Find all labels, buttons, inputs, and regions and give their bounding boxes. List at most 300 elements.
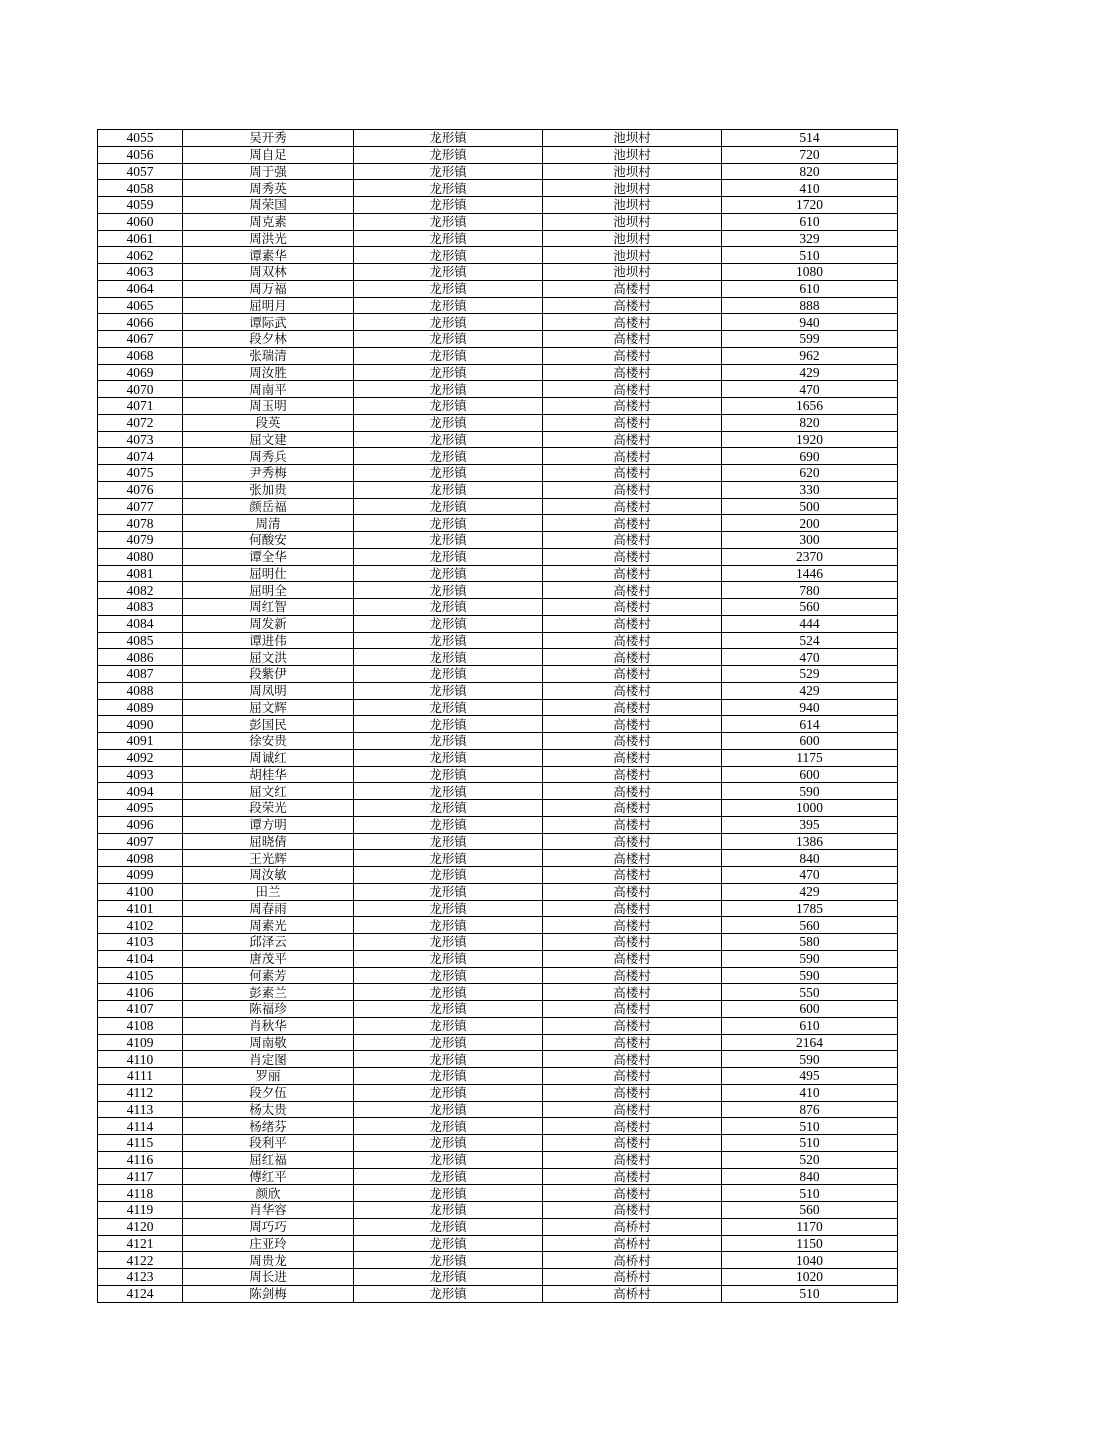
village-cell: 高桥村 [543,1252,722,1269]
row-number-cell: 4108 [98,1017,183,1034]
name-cell: 屈文建 [183,431,354,448]
name-cell: 屈晓倩 [183,833,354,850]
table-row [98,1285,898,1302]
town-cell: 龙形镇 [354,431,543,448]
table-row [98,716,898,733]
village-cell: 高楼村 [543,548,722,565]
village-cell: 高楼村 [543,1084,722,1101]
row-number-cell: 4062 [98,247,183,264]
table-row [98,816,898,833]
town-cell: 龙形镇 [354,984,543,1001]
name-cell: 胡桂华 [183,766,354,783]
village-cell: 高楼村 [543,1034,722,1051]
name-cell: 段荣光 [183,800,354,817]
village-cell: 高楼村 [543,280,722,297]
table-row [98,833,898,850]
village-cell: 池坝村 [543,213,722,230]
name-cell: 肖秋华 [183,1017,354,1034]
name-cell: 谭进伟 [183,632,354,649]
table-row [98,314,898,331]
town-cell: 龙形镇 [354,314,543,331]
village-cell: 高楼村 [543,1001,722,1018]
row-number-cell: 4064 [98,280,183,297]
village-cell: 高楼村 [543,749,722,766]
amount-cell: 590 [722,950,898,967]
amount-cell: 510 [722,1118,898,1135]
row-number-cell: 4122 [98,1252,183,1269]
town-cell: 龙形镇 [354,833,543,850]
table-row [98,1034,898,1051]
village-cell: 高楼村 [543,649,722,666]
village-cell: 高楼村 [543,364,722,381]
row-number-cell: 4075 [98,465,183,482]
table-row [98,1218,898,1235]
name-cell: 段英 [183,414,354,431]
name-cell: 周玉明 [183,398,354,415]
amount-cell: 330 [722,481,898,498]
name-cell: 屈文辉 [183,699,354,716]
town-cell: 龙形镇 [354,565,543,582]
name-cell: 周汝胜 [183,364,354,381]
row-number-cell: 4079 [98,532,183,549]
roster-table [97,129,898,1303]
town-cell: 龙形镇 [354,465,543,482]
table-row [98,364,898,381]
village-cell: 高楼村 [543,934,722,951]
town-cell: 龙形镇 [354,967,543,984]
row-number-cell: 4078 [98,515,183,532]
name-cell: 周巧巧 [183,1218,354,1235]
name-cell: 周万福 [183,280,354,297]
row-number-cell: 4057 [98,163,183,180]
name-cell: 唐茂平 [183,950,354,967]
row-number-cell: 4105 [98,967,183,984]
town-cell: 龙形镇 [354,297,543,314]
village-cell: 高楼村 [543,967,722,984]
table-row [98,666,898,683]
town-cell: 龙形镇 [354,515,543,532]
village-cell: 高楼村 [543,900,722,917]
amount-cell: 599 [722,331,898,348]
amount-cell: 590 [722,967,898,984]
amount-cell: 470 [722,867,898,884]
amount-cell: 2164 [722,1034,898,1051]
name-cell: 彭素兰 [183,984,354,1001]
amount-cell: 940 [722,699,898,716]
village-cell: 高楼村 [543,1202,722,1219]
village-cell: 高楼村 [543,414,722,431]
amount-cell: 620 [722,465,898,482]
row-number-cell: 4082 [98,582,183,599]
row-number-cell: 4106 [98,984,183,1001]
village-cell: 高楼村 [543,448,722,465]
row-number-cell: 4115 [98,1135,183,1152]
table-row [98,398,898,415]
town-cell: 龙形镇 [354,666,543,683]
table-row [98,766,898,783]
name-cell: 尹秀梅 [183,465,354,482]
amount-cell: 200 [722,515,898,532]
town-cell: 龙形镇 [354,146,543,163]
table-row [98,900,898,917]
row-number-cell: 4124 [98,1285,183,1302]
town-cell: 龙形镇 [354,917,543,934]
amount-cell: 1020 [722,1269,898,1286]
name-cell: 周秀兵 [183,448,354,465]
town-cell: 龙形镇 [354,867,543,884]
name-cell: 颜岳福 [183,498,354,515]
row-number-cell: 4076 [98,481,183,498]
amount-cell: 495 [722,1068,898,1085]
row-number-cell: 4119 [98,1202,183,1219]
table-row [98,1235,898,1252]
village-cell: 高楼村 [543,1185,722,1202]
name-cell: 傅红平 [183,1168,354,1185]
table-row [98,381,898,398]
amount-cell: 614 [722,716,898,733]
name-cell: 周荣国 [183,197,354,214]
table-row [98,733,898,750]
table-row [98,1084,898,1101]
row-number-cell: 4056 [98,146,183,163]
name-cell: 王光辉 [183,850,354,867]
row-number-cell: 4094 [98,783,183,800]
town-cell: 龙形镇 [354,599,543,616]
town-cell: 龙形镇 [354,716,543,733]
name-cell: 屈明全 [183,582,354,599]
town-cell: 龙形镇 [354,247,543,264]
town-cell: 龙形镇 [354,1084,543,1101]
town-cell: 龙形镇 [354,1185,543,1202]
table-row [98,197,898,214]
amount-cell: 300 [722,532,898,549]
amount-cell: 1720 [722,197,898,214]
amount-cell: 444 [722,615,898,632]
row-number-cell: 4058 [98,180,183,197]
amount-cell: 580 [722,934,898,951]
village-cell: 高楼村 [543,381,722,398]
table-row [98,515,898,532]
name-cell: 何酸安 [183,532,354,549]
row-number-cell: 4114 [98,1118,183,1135]
name-cell: 周于强 [183,163,354,180]
name-cell: 周双林 [183,264,354,281]
name-cell: 屈红福 [183,1151,354,1168]
amount-cell: 510 [722,1135,898,1152]
town-cell: 龙形镇 [354,934,543,951]
village-cell: 高楼村 [543,783,722,800]
table-row [98,498,898,515]
village-cell: 高楼村 [543,498,722,515]
table-row [98,146,898,163]
amount-cell: 520 [722,1151,898,1168]
amount-cell: 429 [722,682,898,699]
amount-cell: 1170 [722,1218,898,1235]
row-number-cell: 4066 [98,314,183,331]
row-number-cell: 4092 [98,749,183,766]
town-cell: 龙形镇 [354,632,543,649]
town-cell: 龙形镇 [354,900,543,917]
amount-cell: 840 [722,1168,898,1185]
town-cell: 龙形镇 [354,1168,543,1185]
table-row [98,1202,898,1219]
row-number-cell: 4098 [98,850,183,867]
name-cell: 周贵龙 [183,1252,354,1269]
town-cell: 龙形镇 [354,682,543,699]
name-cell: 何素芳 [183,967,354,984]
row-number-cell: 4110 [98,1051,183,1068]
village-cell: 高楼村 [543,565,722,582]
village-cell: 池坝村 [543,146,722,163]
village-cell: 高楼村 [543,766,722,783]
town-cell: 龙形镇 [354,213,543,230]
village-cell: 高楼村 [543,1101,722,1118]
village-cell: 高楼村 [543,1068,722,1085]
table-row [98,967,898,984]
row-number-cell: 4113 [98,1101,183,1118]
town-cell: 龙形镇 [354,615,543,632]
row-number-cell: 4060 [98,213,183,230]
table-row [98,1101,898,1118]
name-cell: 段利平 [183,1135,354,1152]
name-cell: 谭全华 [183,548,354,565]
village-cell: 高楼村 [543,532,722,549]
amount-cell: 600 [722,733,898,750]
table-row [98,682,898,699]
table-row [98,331,898,348]
table-row [98,481,898,498]
town-cell: 龙形镇 [354,883,543,900]
amount-cell: 610 [722,1017,898,1034]
row-number-cell: 4083 [98,599,183,616]
amount-cell: 1175 [722,749,898,766]
row-number-cell: 4065 [98,297,183,314]
village-cell: 高楼村 [543,883,722,900]
town-cell: 龙形镇 [354,381,543,398]
row-number-cell: 4109 [98,1034,183,1051]
town-cell: 龙形镇 [354,1235,543,1252]
amount-cell: 820 [722,414,898,431]
row-number-cell: 4097 [98,833,183,850]
table-row [98,297,898,314]
row-number-cell: 4116 [98,1151,183,1168]
table-row [98,1118,898,1135]
town-cell: 龙形镇 [354,163,543,180]
name-cell: 周南平 [183,381,354,398]
amount-cell: 610 [722,280,898,297]
row-number-cell: 4088 [98,682,183,699]
name-cell: 段紫伊 [183,666,354,683]
town-cell: 龙形镇 [354,1202,543,1219]
village-cell: 池坝村 [543,247,722,264]
town-cell: 龙形镇 [354,649,543,666]
row-number-cell: 4100 [98,883,183,900]
table-row [98,1068,898,1085]
name-cell: 徐安贵 [183,733,354,750]
village-cell: 高楼村 [543,733,722,750]
town-cell: 龙形镇 [354,1252,543,1269]
table-row [98,950,898,967]
name-cell: 屈文洪 [183,649,354,666]
amount-cell: 510 [722,1285,898,1302]
town-cell: 龙形镇 [354,331,543,348]
row-number-cell: 4101 [98,900,183,917]
name-cell: 周洪光 [183,230,354,247]
town-cell: 龙形镇 [354,532,543,549]
town-cell: 龙形镇 [354,1034,543,1051]
name-cell: 肖定图 [183,1051,354,1068]
amount-cell: 876 [722,1101,898,1118]
amount-cell: 1000 [722,800,898,817]
row-number-cell: 4081 [98,565,183,582]
village-cell: 高楼村 [543,833,722,850]
name-cell: 周诚红 [183,749,354,766]
town-cell: 龙形镇 [354,582,543,599]
amount-cell: 395 [722,816,898,833]
name-cell: 周素光 [183,917,354,934]
table-row [98,448,898,465]
amount-cell: 600 [722,1001,898,1018]
village-cell: 高桥村 [543,1218,722,1235]
village-cell: 高楼村 [543,1168,722,1185]
row-number-cell: 4096 [98,816,183,833]
name-cell: 杨绪芬 [183,1118,354,1135]
amount-cell: 820 [722,163,898,180]
village-cell: 高楼村 [543,984,722,1001]
town-cell: 龙形镇 [354,1151,543,1168]
town-cell: 龙形镇 [354,180,543,197]
amount-cell: 410 [722,1084,898,1101]
amount-cell: 500 [722,498,898,515]
table-row [98,1185,898,1202]
table-row [98,1269,898,1286]
village-cell: 高楼村 [543,917,722,934]
village-cell: 高楼村 [543,699,722,716]
row-number-cell: 4070 [98,381,183,398]
village-cell: 池坝村 [543,163,722,180]
amount-cell: 590 [722,1051,898,1068]
town-cell: 龙形镇 [354,1101,543,1118]
village-cell: 高楼村 [543,599,722,616]
row-number-cell: 4055 [98,130,183,147]
row-number-cell: 4084 [98,615,183,632]
town-cell: 龙形镇 [354,280,543,297]
town-cell: 龙形镇 [354,498,543,515]
table-row [98,465,898,482]
amount-cell: 1040 [722,1252,898,1269]
amount-cell: 470 [722,381,898,398]
table-row [98,917,898,934]
row-number-cell: 4091 [98,733,183,750]
table-row [98,414,898,431]
table-row [98,532,898,549]
town-cell: 龙形镇 [354,1269,543,1286]
row-number-cell: 4118 [98,1185,183,1202]
row-number-cell: 4121 [98,1235,183,1252]
table-row [98,548,898,565]
town-cell: 龙形镇 [354,1017,543,1034]
name-cell: 陈福珍 [183,1001,354,1018]
amount-cell: 410 [722,180,898,197]
table-row [98,247,898,264]
village-cell: 高楼村 [543,582,722,599]
town-cell: 龙形镇 [354,733,543,750]
amount-cell: 560 [722,917,898,934]
town-cell: 龙形镇 [354,548,543,565]
name-cell: 颜欣 [183,1185,354,1202]
amount-cell: 1785 [722,900,898,917]
table-row [98,1051,898,1068]
row-number-cell: 4073 [98,431,183,448]
village-cell: 池坝村 [543,180,722,197]
town-cell: 龙形镇 [354,1068,543,1085]
town-cell: 龙形镇 [354,398,543,415]
amount-cell: 1386 [722,833,898,850]
village-cell: 池坝村 [543,230,722,247]
name-cell: 周克素 [183,213,354,230]
table-row [98,749,898,766]
name-cell: 段夕伍 [183,1084,354,1101]
row-number-cell: 4120 [98,1218,183,1235]
amount-cell: 529 [722,666,898,683]
village-cell: 高楼村 [543,347,722,364]
name-cell: 罗丽 [183,1068,354,1085]
name-cell: 杨太贵 [183,1101,354,1118]
amount-cell: 1080 [722,264,898,281]
row-number-cell: 4107 [98,1001,183,1018]
table-row [98,565,898,582]
table-row [98,699,898,716]
name-cell: 周汝敏 [183,867,354,884]
table-row [98,883,898,900]
table-row [98,867,898,884]
amount-cell: 429 [722,883,898,900]
name-cell: 谭际武 [183,314,354,331]
row-number-cell: 4077 [98,498,183,515]
row-number-cell: 4086 [98,649,183,666]
town-cell: 龙形镇 [354,1001,543,1018]
row-number-cell: 4061 [98,230,183,247]
village-cell: 高楼村 [543,481,722,498]
village-cell: 高楼村 [543,431,722,448]
row-number-cell: 4068 [98,347,183,364]
row-number-cell: 4090 [98,716,183,733]
town-cell: 龙形镇 [354,816,543,833]
town-cell: 龙形镇 [354,1118,543,1135]
name-cell: 屈明月 [183,297,354,314]
table-row [98,213,898,230]
town-cell: 龙形镇 [354,699,543,716]
town-cell: 龙形镇 [354,1285,543,1302]
row-number-cell: 4085 [98,632,183,649]
row-number-cell: 4087 [98,666,183,683]
row-number-cell: 4069 [98,364,183,381]
name-cell: 周自足 [183,146,354,163]
name-cell: 谭素华 [183,247,354,264]
roster-table-body [98,130,898,1303]
village-cell: 高楼村 [543,398,722,415]
amount-cell: 510 [722,1185,898,1202]
amount-cell: 514 [722,130,898,147]
table-row [98,1151,898,1168]
table-row [98,599,898,616]
amount-cell: 524 [722,632,898,649]
table-row [98,582,898,599]
table-row [98,230,898,247]
village-cell: 高楼村 [543,331,722,348]
row-number-cell: 4095 [98,800,183,817]
town-cell: 龙形镇 [354,264,543,281]
